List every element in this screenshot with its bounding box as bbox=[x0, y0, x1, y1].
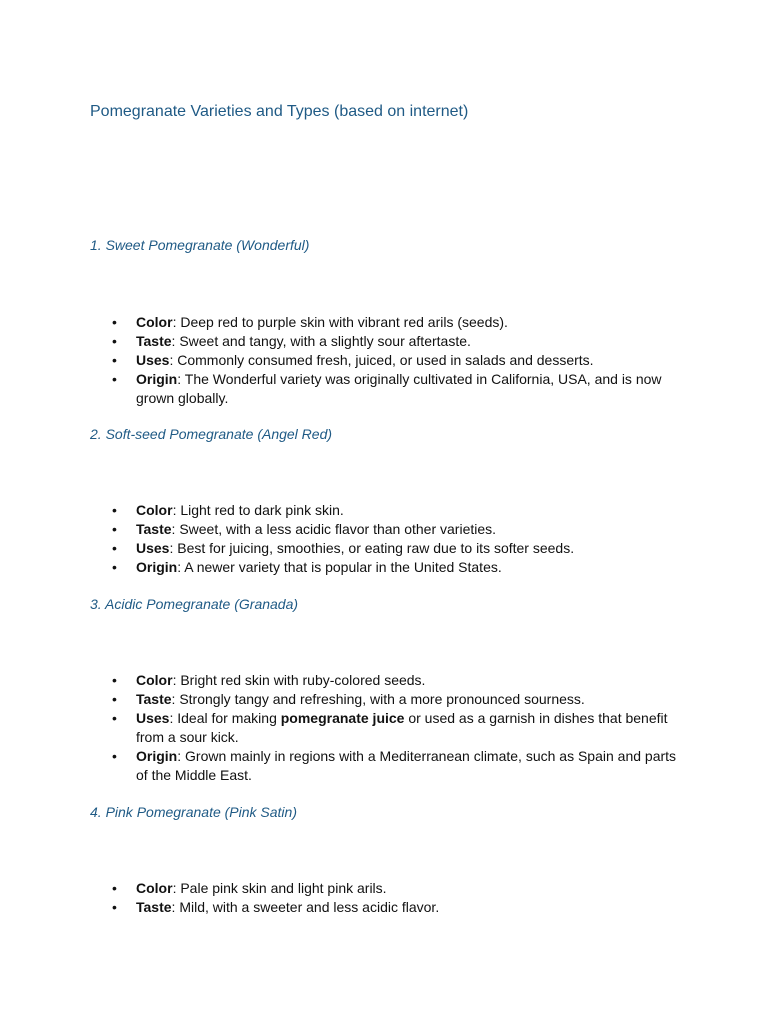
item-term: Origin bbox=[136, 748, 178, 764]
item-term: Origin bbox=[136, 371, 178, 387]
item-term: Taste bbox=[136, 691, 172, 707]
item-text: : Deep red to purple skin with vibrant red arils (seeds). bbox=[172, 314, 508, 330]
item-text: : Light red to dark pink skin. bbox=[172, 502, 344, 518]
item-text: : Commonly consumed fresh, juiced, or used in salads and desserts. bbox=[169, 352, 594, 368]
item-term: Origin bbox=[136, 559, 178, 575]
list-item bbox=[90, 370, 690, 408]
list-item bbox=[90, 747, 690, 785]
list-item bbox=[90, 558, 690, 577]
bullet-icon: • bbox=[112, 691, 117, 707]
bullet-icon: • bbox=[112, 899, 117, 915]
item-term: Uses bbox=[136, 710, 170, 726]
list-item bbox=[90, 879, 690, 898]
bullet-icon: • bbox=[112, 352, 117, 368]
bullet-icon: • bbox=[112, 371, 117, 387]
item-text-after: or used as a garnish in dishes that benefit from a sour kick. bbox=[136, 710, 668, 745]
item-text: : Pale pink skin and light pink arils. bbox=[172, 880, 387, 896]
list-item bbox=[90, 539, 690, 558]
item-text: : Ideal for making bbox=[169, 710, 281, 726]
item-term: Color bbox=[136, 502, 173, 518]
item-text: : Grown mainly in regions with a Mediterranean climate, such as Spain and parts of the Middle East. bbox=[136, 748, 677, 783]
list-item bbox=[90, 520, 690, 539]
bullet-icon: • bbox=[112, 710, 117, 726]
item-text: : Sweet, with a less acidic flavor than other varieties. bbox=[171, 521, 497, 537]
section-heading-acidic-pomegranate: 3. Acidic Pomegranate (Granada) bbox=[90, 596, 299, 612]
list-item bbox=[90, 351, 690, 370]
list-item bbox=[90, 332, 690, 351]
bullet-icon: • bbox=[112, 333, 117, 349]
item-term: Uses bbox=[136, 352, 170, 368]
item-text: : Bright red skin with ruby-colored seeds. bbox=[172, 672, 426, 688]
section-bullet-list-acidic-pomegranate bbox=[90, 671, 690, 785]
item-text: : A newer variety that is popular in the United States. bbox=[177, 559, 502, 575]
item-text: : Sweet and tangy, with a slightly sour aftertaste. bbox=[171, 333, 471, 349]
item-term: Uses bbox=[136, 540, 170, 556]
item-text: : Best for juicing, smoothies, or eating raw due to its softer seeds. bbox=[169, 540, 575, 556]
item-term: Taste bbox=[136, 333, 172, 349]
bullet-icon: • bbox=[112, 540, 117, 556]
item-term: Taste bbox=[136, 899, 172, 915]
bullet-icon: • bbox=[112, 748, 117, 764]
item-text: : The Wonderful variety was originally cultivated in California, USA, and is now grown globally. bbox=[136, 371, 662, 406]
list-item bbox=[90, 898, 690, 917]
item-term: Taste bbox=[136, 521, 172, 537]
section-heading-soft-seed-pomegranate: 2. Soft-seed Pomegranate (Angel Red) bbox=[90, 426, 333, 442]
list-item bbox=[90, 690, 690, 709]
item-text: : Strongly tangy and refreshing, with a more pronounced sourness. bbox=[171, 691, 585, 707]
bullet-icon: • bbox=[112, 672, 117, 688]
section-bullet-list-soft-seed-pomegranate bbox=[90, 501, 690, 577]
document-title: Pomegranate Varieties and Types (based on internet) bbox=[90, 103, 469, 120]
bullet-icon: • bbox=[112, 559, 117, 575]
item-text: : Mild, with a sweeter and less acidic flavor. bbox=[171, 899, 440, 915]
item-term: Color bbox=[136, 314, 173, 330]
bullet-icon: • bbox=[112, 314, 117, 330]
bullet-icon: • bbox=[112, 502, 117, 518]
section-bullet-list-sweet-pomegranate bbox=[90, 313, 690, 408]
item-emphasis: pomegranate juice bbox=[280, 710, 405, 726]
item-term: Color bbox=[136, 672, 173, 688]
section-bullet-list-pink-pomegranate bbox=[90, 879, 690, 917]
list-item bbox=[90, 313, 690, 332]
bullet-icon: • bbox=[112, 880, 117, 896]
bullet-icon: • bbox=[112, 521, 117, 537]
list-item bbox=[90, 709, 690, 747]
list-item bbox=[90, 671, 690, 690]
list-item bbox=[90, 501, 690, 520]
item-term: Color bbox=[136, 880, 173, 896]
section-heading-pink-pomegranate: 4. Pink Pomegranate (Pink Satin) bbox=[90, 804, 297, 820]
section-heading-sweet-pomegranate: 1. Sweet Pomegranate (Wonderful) bbox=[90, 237, 310, 253]
